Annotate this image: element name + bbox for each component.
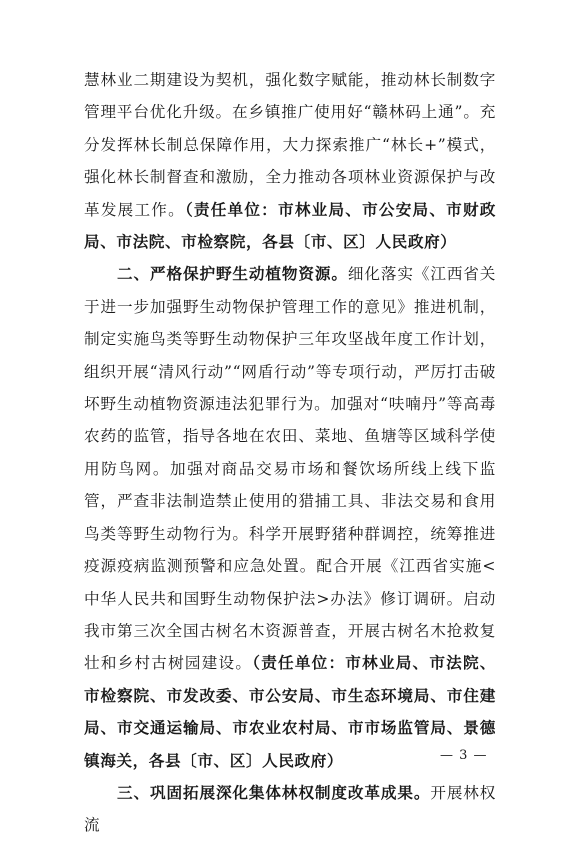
paragraph-2-responsible-units: （责任单位：市林业局、市法院、市检察院、市发改委、市公安局、市生态环境局、市住建局、市交通运输局、市农业农村局、市市场监管局、景德镇海关，各县〔市、区〕人民政府） — [84, 653, 496, 770]
paragraph-1-text: 慧林业二期建设为契机，强化数字赋能，推动林长制数字管理平台优化升级。在乡镇推广使用好“赣林码上通”。充分发挥林长制总保障作用，大力探索推广“林长+”模式，强化林长制督查和激励，全力推动各项林业资源保护与改革发展工作。 — [84, 71, 496, 219]
paragraph-1 — [84, 64, 496, 258]
document-body — [84, 64, 496, 842]
paragraph-1-responsible-units: （责任单位：市林业局、市公安局、市财政局、市法院、市检察院，各县〔市、区〕人民政府） — [84, 199, 496, 252]
paragraph-2 — [84, 258, 496, 777]
paragraph-3 — [84, 777, 496, 842]
paragraph-2-text: 细化落实《江西省关于进一步加强野生动物保护管理工作的意见》推进机制，制定实施鸟类等野生动物保护三年攻坚战年度工作计划，组织开展“清风行动”“网盾行动”等专项行动，严厉打击破坏野生动植物资源违法犯罪行为。加强对“呋喃丹”等高毒农药的监管，指导各地在农田、菜地、鱼塘等区域科学使用防鸟网。加强对商品交易市场和餐饮场所线上线下监管，严查非法制造禁止使用的猎捕工具、非法交易和食用鸟类等野生动物行为。科学开展野猪种群调控，统筹推进疫源疫病监测预警和应急处置。配合开展《江西省实施<中华人民共和国野生动物保护法>办法》修订调研。启动我市第三次全国古树名木资源普查，开展古树名木抢救复壮和乡村古树园建设。 — [84, 265, 496, 673]
page-number: — 3 — — [440, 748, 488, 763]
paragraph-3-text: 开展林权流 — [84, 783, 496, 835]
section-2-heading: 二、严格保护野生动植物资源。 — [117, 264, 348, 284]
section-3-heading: 三、巩固拓展深化集体林权制度改革成果。 — [117, 782, 431, 802]
